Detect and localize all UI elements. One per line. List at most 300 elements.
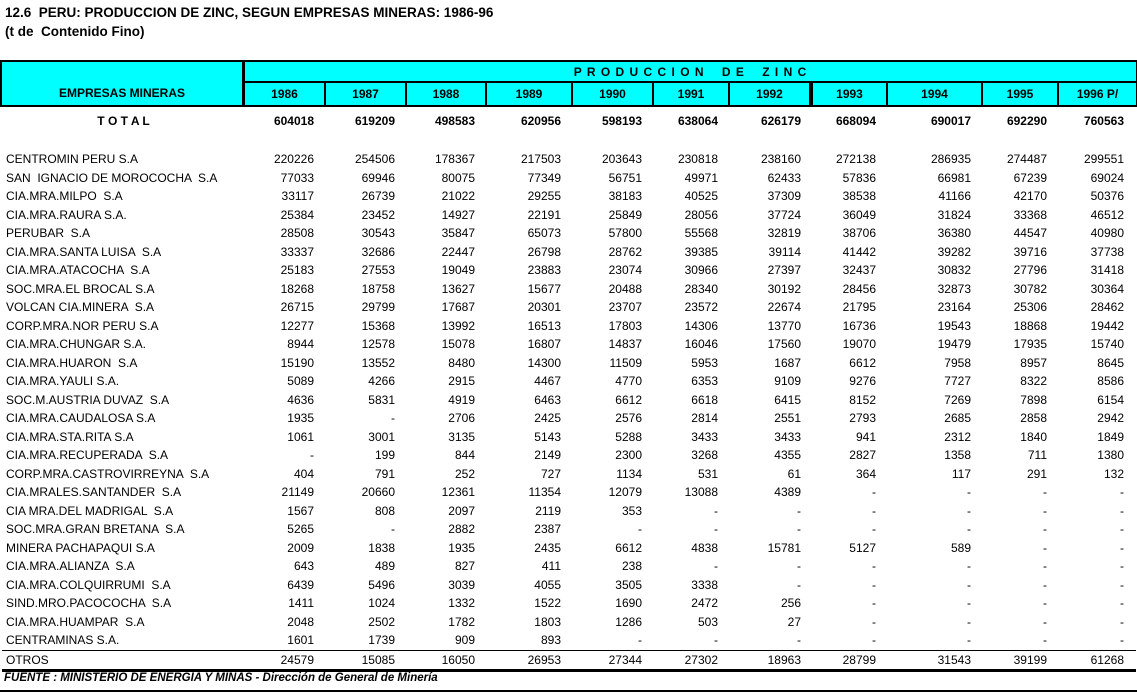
- value-cell: 39199: [1013, 652, 1047, 667]
- value-cell: 5089: [287, 374, 314, 388]
- value-cell: 22191: [527, 207, 561, 222]
- value-cell: 4266: [368, 374, 395, 388]
- value-cell: 17935: [1013, 337, 1047, 351]
- value-cell: -: [967, 633, 971, 647]
- company-name: CIA.MRA.HUARON S.A: [6, 355, 138, 370]
- value-cell: 1803: [534, 614, 561, 629]
- value-cell: 1935: [287, 411, 314, 425]
- value-cell: 77349: [527, 170, 561, 185]
- value-cell: 2097: [448, 503, 475, 518]
- value-cell: 41442: [842, 244, 876, 259]
- company-name: MINERA PACHAPAQUI S.A: [6, 540, 155, 555]
- table-row: [2, 169, 1136, 188]
- value-cell: 5496: [368, 577, 395, 592]
- value-cell: 272138: [835, 152, 876, 166]
- table-row: [2, 650, 1136, 670]
- total-value-cell: 760563: [1083, 114, 1124, 128]
- value-cell: 36049: [842, 207, 876, 222]
- company-name: CORP.MRA.NOR PERU S.A: [6, 318, 159, 333]
- value-cell: 3001: [368, 429, 395, 444]
- value-cell: 16046: [684, 337, 718, 351]
- table-row: [2, 224, 1136, 243]
- value-cell: 489: [374, 559, 395, 573]
- value-cell: 30832: [937, 263, 971, 277]
- table-row: [2, 354, 1136, 373]
- value-cell: 14837: [608, 337, 642, 351]
- table-row: [2, 317, 1136, 336]
- value-cell: 4389: [774, 485, 801, 499]
- value-cell: 2793: [849, 411, 876, 425]
- value-cell: 6618: [691, 392, 718, 407]
- value-cell: 49971: [684, 170, 718, 185]
- company-name: SOC.MRA.GRAN BRETANA S.A: [6, 522, 185, 536]
- value-cell: 2472: [691, 596, 718, 610]
- value-cell: 364: [855, 466, 876, 481]
- value-cell: 5127: [849, 540, 876, 555]
- value-cell: 30543: [361, 226, 395, 240]
- value-cell: 844: [454, 448, 475, 462]
- value-cell: 893: [540, 633, 561, 647]
- value-cell: 2149: [534, 448, 561, 462]
- table-row: [2, 243, 1136, 262]
- value-cell: 66981: [937, 170, 971, 185]
- value-cell: 411: [541, 559, 561, 573]
- value-cell: 77033: [280, 170, 314, 185]
- value-cell: 26715: [280, 300, 314, 314]
- value-cell: 39716: [1013, 244, 1047, 259]
- page-title: 12.6 PERU: PRODUCCION DE ZINC, SEGUN EMPRESAS MINERAS: 1986-96: [5, 5, 494, 20]
- value-cell: 18268: [280, 281, 314, 296]
- value-cell: 27302: [684, 652, 718, 667]
- value-cell: 30966: [684, 263, 718, 277]
- table-body: [2, 150, 1136, 672]
- table-row: [2, 372, 1136, 391]
- value-cell: 15368: [361, 318, 395, 333]
- value-cell: 22447: [441, 244, 475, 259]
- value-cell: 6415: [774, 392, 801, 407]
- company-name: SIND.MRO.PACOCOCHA S.A: [6, 596, 172, 610]
- total-value-cell: 620956: [520, 114, 561, 128]
- value-cell: 33337: [280, 244, 314, 259]
- table-row: [2, 206, 1136, 225]
- value-cell: 827: [454, 559, 475, 573]
- value-cell: 3039: [448, 577, 475, 592]
- company-name: SAN IGNACIO DE MOROCOCHA S.A: [6, 170, 218, 185]
- value-cell: 13552: [361, 355, 395, 370]
- value-cell: 80075: [441, 170, 475, 185]
- value-cell: 25384: [280, 207, 314, 222]
- value-cell: 14300: [527, 355, 561, 370]
- value-cell: 353: [621, 503, 642, 518]
- year-header-1995: 1995: [983, 83, 1059, 105]
- value-cell: -: [391, 522, 395, 536]
- table-row: [2, 298, 1136, 317]
- value-cell: 286935: [930, 152, 971, 166]
- value-cell: 2387: [534, 522, 561, 536]
- value-cell: 56751: [608, 170, 642, 185]
- company-name: CIA.MRA.YAULI S.A.: [6, 374, 120, 388]
- value-cell: 941: [855, 429, 876, 444]
- value-cell: 531: [697, 466, 718, 481]
- table-row: [2, 576, 1136, 595]
- value-cell: 39282: [937, 244, 971, 259]
- value-cell: 2119: [535, 503, 561, 518]
- value-cell: 12277: [280, 318, 314, 333]
- value-cell: 3268: [691, 448, 718, 462]
- value-cell: 589: [950, 540, 971, 555]
- value-cell: -: [638, 633, 642, 647]
- value-cell: 29799: [361, 300, 395, 314]
- value-cell: 3505: [615, 577, 642, 592]
- company-name: SOC.M.AUSTRIA DUVAZ S.A: [6, 392, 170, 407]
- value-cell: 15740: [1090, 337, 1124, 351]
- company-name: CIA.MRA.RAURA S.A.: [6, 207, 127, 222]
- value-cell: -: [872, 559, 876, 573]
- table-row: [2, 150, 1136, 169]
- value-cell: 11354: [528, 485, 561, 499]
- value-cell: 16807: [527, 337, 561, 351]
- value-cell: 4467: [534, 374, 561, 388]
- value-cell: -: [967, 559, 971, 573]
- value-cell: 727: [540, 466, 561, 481]
- value-cell: 8586: [1097, 374, 1124, 388]
- year-header-1996-p/: 1996 P/: [1076, 87, 1119, 101]
- year-header-1990: 1990: [573, 83, 654, 105]
- value-cell: 2882: [448, 522, 475, 536]
- total-label: T O T A L: [97, 114, 150, 128]
- value-cell: 1380: [1097, 448, 1124, 462]
- value-cell: 23572: [684, 300, 718, 314]
- value-cell: 2814: [691, 411, 718, 425]
- value-cell: 18758: [361, 281, 395, 296]
- value-cell: 32819: [767, 226, 801, 240]
- value-cell: 32873: [937, 281, 971, 296]
- value-cell: -: [391, 411, 395, 425]
- value-cell: -: [714, 522, 718, 536]
- value-cell: -: [797, 503, 801, 518]
- value-cell: 8480: [448, 355, 475, 370]
- company-name: CIA.MRA.RECUPERADA S.A: [6, 448, 169, 462]
- value-cell: 39385: [684, 244, 718, 259]
- company-name: CIA MRA.DEL MADRIGAL S.A: [6, 503, 174, 518]
- value-cell: 15781: [767, 540, 801, 555]
- value-cell: 1690: [615, 596, 642, 610]
- value-cell: 1411: [288, 596, 314, 610]
- value-cell: 5288: [615, 429, 642, 444]
- value-cell: -: [967, 522, 971, 536]
- year-header-1991: 1991: [654, 83, 730, 105]
- company-name: SOC.MRA.EL BROCAL S.A: [6, 281, 155, 296]
- value-cell: 12361: [441, 485, 475, 499]
- value-cell: 65073: [527, 226, 561, 240]
- value-cell: 20660: [361, 485, 395, 499]
- value-cell: 1840: [1020, 429, 1047, 444]
- company-name: VOLCAN CIA.MINERA S.A: [6, 300, 155, 314]
- value-cell: -: [797, 577, 801, 592]
- value-cell: 20301: [527, 300, 561, 314]
- value-cell: 23883: [527, 263, 561, 277]
- value-cell: -: [797, 522, 801, 536]
- value-cell: 2915: [448, 374, 475, 388]
- value-cell: 32437: [842, 263, 876, 277]
- value-cell: 1522: [534, 596, 561, 610]
- value-cell: 30782: [1013, 281, 1047, 296]
- column-header-produccion-de-zinc: P R O D U C C I O N D E Z I N C: [245, 62, 1136, 83]
- value-cell: 57800: [608, 226, 642, 240]
- value-cell: 31543: [937, 652, 971, 667]
- value-cell: 28456: [842, 281, 876, 296]
- value-cell: 2685: [944, 411, 971, 425]
- value-cell: 7727: [944, 374, 971, 388]
- value-cell: 1838: [368, 540, 395, 555]
- value-cell: 6612: [849, 355, 876, 370]
- value-cell: 2827: [849, 448, 876, 462]
- value-cell: 28799: [842, 652, 876, 667]
- value-cell: 14306: [684, 318, 718, 333]
- value-cell: -: [872, 485, 876, 499]
- company-name: CIA.MRA.ALIANZA S.A: [6, 559, 135, 573]
- value-cell: 15190: [280, 355, 314, 370]
- value-cell: -: [1043, 540, 1047, 555]
- value-cell: 5143: [534, 429, 561, 444]
- value-cell: 19070: [842, 337, 876, 351]
- value-cell: 6612: [615, 540, 642, 555]
- total-row: [2, 112, 1136, 131]
- value-cell: -: [1043, 633, 1047, 647]
- value-cell: -: [1043, 522, 1047, 536]
- value-cell: 27344: [608, 652, 642, 667]
- value-cell: 33368: [1013, 207, 1047, 222]
- table-row: [2, 428, 1136, 447]
- value-cell: 62433: [767, 170, 801, 185]
- value-cell: -: [310, 448, 314, 462]
- value-cell: 55568: [684, 226, 718, 240]
- value-cell: 16050: [441, 652, 475, 667]
- value-cell: 46512: [1090, 207, 1124, 222]
- value-cell: 1286: [615, 614, 642, 629]
- table-row: [2, 520, 1136, 539]
- value-cell: -: [1120, 559, 1124, 573]
- value-cell: 37724: [767, 207, 801, 222]
- value-cell: 26953: [527, 652, 561, 667]
- value-cell: 643: [293, 559, 314, 573]
- value-cell: 238160: [760, 152, 801, 166]
- value-cell: -: [1120, 633, 1124, 647]
- table-row: [2, 409, 1136, 428]
- value-cell: 2858: [1020, 411, 1047, 425]
- value-cell: 3433: [774, 429, 801, 444]
- value-cell: 1024: [368, 596, 395, 610]
- table-row: [2, 280, 1136, 299]
- value-cell: 1061: [287, 429, 314, 444]
- value-cell: 1332: [448, 596, 475, 610]
- value-cell: -: [1120, 540, 1124, 555]
- value-cell: 4919: [448, 392, 475, 407]
- value-cell: 35847: [441, 226, 475, 240]
- value-cell: 2706: [448, 411, 475, 425]
- value-cell: 9276: [849, 374, 876, 388]
- value-cell: 67239: [1013, 170, 1047, 185]
- value-cell: 37738: [1090, 244, 1124, 259]
- table-row: [2, 631, 1136, 650]
- value-cell: -: [872, 522, 876, 536]
- table-row: [2, 187, 1136, 206]
- value-cell: 20488: [608, 281, 642, 296]
- value-cell: 2502: [368, 614, 395, 629]
- table-row: [2, 465, 1136, 484]
- total-value-cell: 604018: [273, 114, 314, 128]
- column-header-empresas-mineras: EMPRESAS MINERAS: [2, 62, 245, 105]
- value-cell: 256: [780, 596, 801, 610]
- value-cell: 37309: [767, 189, 801, 203]
- value-cell: 18868: [1013, 318, 1047, 333]
- value-cell: -: [1043, 614, 1047, 629]
- value-cell: 274487: [1006, 152, 1047, 166]
- table-row: [2, 613, 1136, 632]
- company-name: PERUBAR S.A: [6, 226, 91, 240]
- value-cell: -: [872, 614, 876, 629]
- value-cell: 132: [1103, 466, 1124, 481]
- company-name: OTROS: [6, 652, 49, 667]
- value-cell: 7898: [1020, 392, 1047, 407]
- value-cell: 61268: [1090, 652, 1124, 667]
- value-cell: -: [872, 577, 876, 592]
- value-cell: 61: [787, 466, 801, 481]
- value-cell: -: [967, 485, 971, 499]
- value-cell: 178367: [434, 152, 475, 166]
- company-name: CENTROMIN PERU S.A: [6, 152, 139, 166]
- total-value-cell: 690017: [930, 114, 971, 128]
- value-cell: 220226: [273, 152, 314, 166]
- value-cell: 19442: [1090, 318, 1124, 333]
- value-cell: 808: [374, 503, 395, 518]
- value-cell: 6353: [691, 374, 718, 388]
- value-cell: -: [1120, 503, 1124, 518]
- value-cell: 2576: [615, 411, 642, 425]
- value-cell: 39114: [768, 244, 801, 259]
- value-cell: -: [638, 522, 642, 536]
- value-cell: 38538: [842, 189, 876, 203]
- value-cell: 19479: [937, 337, 971, 351]
- value-cell: 38183: [608, 189, 642, 203]
- value-cell: 28340: [684, 281, 718, 296]
- value-cell: 2009: [287, 540, 314, 555]
- value-cell: 1358: [944, 448, 971, 462]
- value-cell: 3338: [691, 577, 718, 592]
- value-cell: 28508: [280, 226, 314, 240]
- value-cell: -: [1043, 485, 1047, 499]
- value-cell: -: [1120, 614, 1124, 629]
- value-cell: 27397: [767, 263, 801, 277]
- value-cell: 404: [293, 466, 314, 481]
- value-cell: 3433: [691, 429, 718, 444]
- value-cell: 13088: [684, 485, 718, 499]
- value-cell: 21149: [281, 485, 314, 499]
- company-name: CIA.MRA.SANTA LUISA S.A: [6, 244, 162, 259]
- value-cell: 4770: [615, 374, 642, 388]
- value-cell: 6612: [615, 392, 642, 407]
- table-header: [0, 60, 1137, 107]
- value-cell: 1687: [774, 355, 801, 370]
- value-cell: -: [1043, 503, 1047, 518]
- value-cell: 4838: [691, 540, 718, 555]
- value-cell: 13627: [441, 281, 475, 296]
- total-value-cell: 692290: [1006, 114, 1047, 128]
- value-cell: 23164: [937, 300, 971, 314]
- company-name: CIA.MRA.HUAMPAR S.A: [6, 614, 145, 629]
- value-cell: 1935: [448, 540, 475, 555]
- value-cell: -: [967, 596, 971, 610]
- company-name: CIA.MRA.COLQUIRRUMI S.A: [6, 577, 171, 592]
- value-cell: 40525: [684, 189, 718, 203]
- value-cell: -: [872, 503, 876, 518]
- table-row: [2, 594, 1136, 613]
- value-cell: 25849: [608, 207, 642, 222]
- value-cell: 252: [454, 466, 475, 481]
- value-cell: -: [1043, 596, 1047, 610]
- table-row: [2, 483, 1136, 502]
- value-cell: 26739: [361, 189, 395, 203]
- total-value-cell: 626179: [760, 114, 801, 128]
- value-cell: 1782: [448, 614, 475, 629]
- value-cell: 711: [1027, 448, 1047, 462]
- value-cell: 299551: [1083, 152, 1124, 166]
- value-cell: -: [797, 559, 801, 573]
- value-cell: 21022: [441, 189, 475, 203]
- value-cell: 7958: [944, 355, 971, 370]
- value-cell: 13992: [441, 318, 475, 333]
- value-cell: 15677: [527, 281, 561, 296]
- value-cell: 26798: [527, 244, 561, 259]
- year-header-1987: 1987: [326, 83, 407, 105]
- value-cell: 203643: [601, 152, 642, 166]
- value-cell: 8957: [1020, 355, 1047, 370]
- value-cell: -: [1120, 522, 1124, 536]
- value-cell: 25306: [1013, 300, 1047, 314]
- value-cell: 199: [374, 448, 395, 462]
- total-value-cell: 598193: [601, 114, 642, 128]
- value-cell: 19543: [937, 318, 971, 333]
- value-cell: 28462: [1090, 300, 1124, 314]
- value-cell: 36380: [937, 226, 971, 240]
- value-cell: 3135: [448, 429, 475, 444]
- value-cell: 1739: [368, 633, 395, 647]
- page-subtitle: (t de Contenido Fino): [5, 24, 145, 39]
- company-name: CIA.MRA.MILPO S.A: [6, 189, 123, 203]
- company-name: CIA.MRA.STA.RITA S.A: [6, 429, 134, 444]
- value-cell: -: [967, 577, 971, 592]
- value-cell: 24579: [280, 652, 314, 667]
- company-name: CIA.MRA.ATACOCHA S.A: [6, 263, 150, 277]
- value-cell: 8322: [1020, 374, 1047, 388]
- value-cell: 17687: [441, 300, 475, 314]
- value-cell: 16513: [527, 318, 561, 333]
- year-header-1989: 1989: [487, 83, 573, 105]
- table-row: [2, 391, 1136, 410]
- company-name: CIA.MRA.CAUDALOSA S.A: [6, 411, 156, 425]
- value-cell: 2312: [944, 429, 971, 444]
- value-cell: 57836: [842, 170, 876, 185]
- value-cell: 27796: [1013, 263, 1047, 277]
- value-cell: 291: [1026, 466, 1047, 481]
- value-cell: 11509: [609, 355, 642, 370]
- value-cell: 238: [621, 559, 642, 573]
- value-cell: 15078: [441, 337, 475, 351]
- company-name: CORP.MRA.CASTROVIRREYNA S.A: [6, 466, 210, 481]
- year-header-1993: 1993: [813, 83, 888, 105]
- value-cell: 117: [951, 466, 971, 481]
- table-row: [2, 335, 1136, 354]
